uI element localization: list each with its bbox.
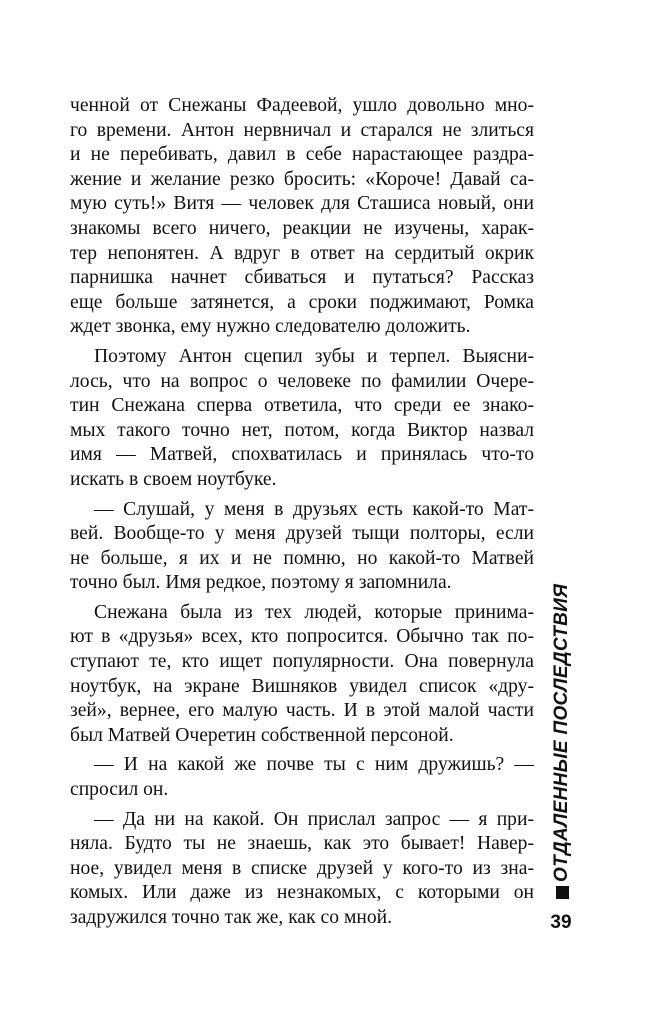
text-line: ное, увидел меня в списке друзей у кого-то из зна-: [70, 857, 534, 879]
paragraph: [70, 94, 534, 340]
text-line: жение и желание резко бросить: «Короче! Давай са-: [70, 168, 534, 190]
text-line: няла. Будто ты не знаешь, как это бывает! Навер-: [70, 833, 534, 855]
body-text: [70, 94, 534, 931]
paragraph: [70, 601, 534, 749]
text-line: — Да ни на какой. Он прислал запрос — я при-: [94, 808, 534, 830]
text-line: ченной от Снежаны Фадеевой, ушло довольно мно-: [70, 95, 534, 116]
text-line: тер непонятен. А вдруг в ответ на сердитый окрик: [70, 242, 534, 264]
text-line: был Матвей Очеретин собственной персоной.: [70, 724, 454, 746]
text-line: ноутбук, на экране Вишняков увидел список «дру-: [70, 675, 534, 697]
text-line: ступают те, кто ищет популярности. Она повернула: [70, 651, 534, 673]
paragraph: [70, 753, 534, 802]
text-line: — И на какой же почве ты с ним дружишь? —: [94, 754, 534, 776]
text-line: и не перебивать, давил в себе нарастающее раздра-: [70, 144, 534, 166]
page-number: 39: [550, 912, 572, 933]
paragraph: [70, 345, 534, 493]
text-line: тин Снежана сперва ответила, что среди ее знако-: [70, 395, 534, 417]
text-line: искать в своем ноутбуке.: [70, 468, 277, 490]
paragraph: [70, 808, 534, 931]
text-line: го времени. Антон нервничал и старался не злиться: [70, 119, 534, 141]
text-line: задружился точно так же, как со мной.: [70, 907, 393, 928]
text-line: Поэтому Антон сцепил зубы и терпел. Выясни-: [94, 345, 534, 367]
running-title: ОТДАЛЕННЫЕ ПОСЛЕДСТВИЯ: [551, 583, 572, 882]
text-line: спросил он.: [70, 779, 169, 801]
text-line: зей», вернее, его малую часть. И в этой малой части: [70, 700, 534, 722]
text-line: парнишка начнет сбиваться и путаться? Рассказ: [70, 267, 534, 289]
text-line: лось, что на вопрос о человеке по фамилии Очере-: [70, 370, 534, 392]
text-line: мых такого точно нет, потом, когда Виктор назвал: [70, 419, 534, 441]
text-line: знакомы всего ничего, реакции не изучены, харак-: [70, 217, 534, 239]
text-line: имя — Матвей, спохватилась и принялась что-то: [70, 444, 534, 466]
paragraph: [70, 498, 534, 596]
text-line: точно был. Имя редкое, поэтому я запомнила.: [70, 572, 452, 594]
text-line: — Слушай, у меня в друзьях есть какой-то Мат-: [94, 498, 534, 520]
text-line: вей. Вообще-то у меня друзей тыщи полторы, если: [70, 523, 534, 545]
text-line: еще больше затянется, а сроки поджимают, Ромка: [70, 291, 534, 313]
section-marker-square: [556, 886, 569, 899]
text-line: Снежана была из тех людей, которые принима-: [94, 601, 534, 623]
text-line: комых. Или даже из незнакомых, с которыми он: [70, 882, 534, 904]
text-line: ждет звонка, ему нужно следователю доложить.: [70, 316, 471, 338]
text-line: ют в «друзья» всех, кто попросится. Обычно так по-: [70, 626, 534, 648]
text-line: не больше, я их и не помню, но какой-то Матвей: [70, 547, 534, 569]
text-line: мую суть!» Витя — человек для Сташиса новый, они: [70, 193, 534, 215]
